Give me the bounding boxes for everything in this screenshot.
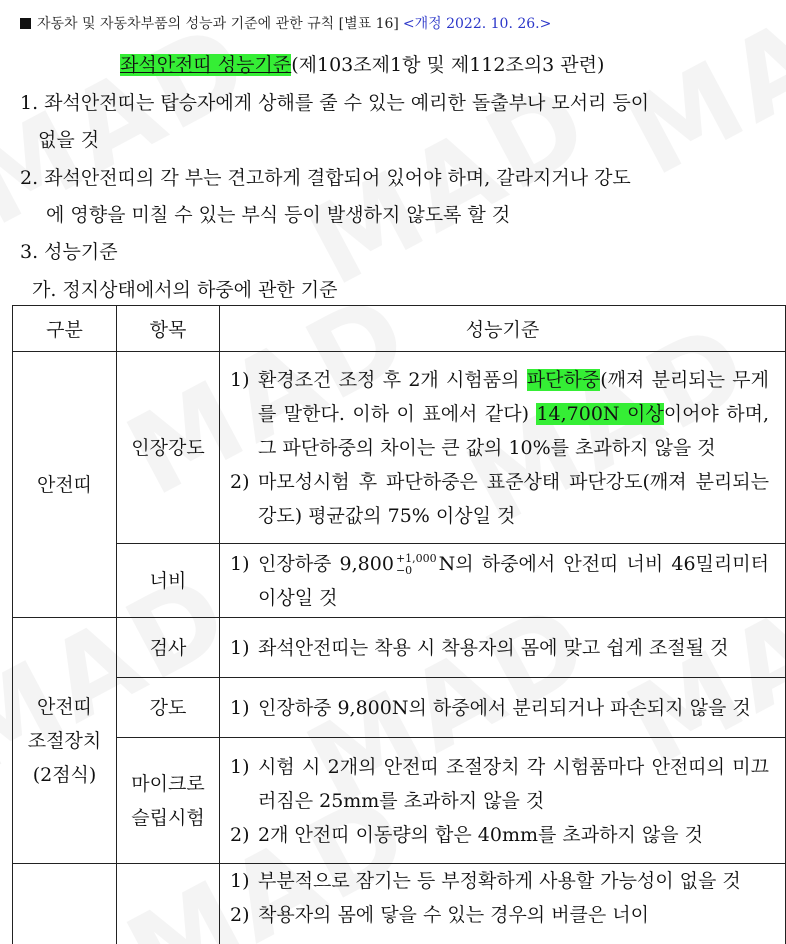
paragraph-1-line-2: 없을 것 <box>38 129 100 151</box>
header-criteria: 성능기준 <box>220 306 786 352</box>
paragraph-3: 3. 성능기준 <box>20 241 118 263</box>
list-item: 2) 마모성시험 후 파단하중은 표준상태 파단강도(깨져 분리되는 강도) 평균값의 75% 이상일 것 <box>230 470 769 527</box>
item-tensile-strength: 인장강도 <box>117 352 220 544</box>
criteria-inspection <box>220 618 786 678</box>
criteria-tensile <box>220 352 786 544</box>
list-item: 1) 인장하중 9,800N의 하중에서 분리되거나 파손되지 않을 것 <box>230 696 751 719</box>
item-width: 너비 <box>117 544 220 618</box>
criteria-microslip <box>220 738 786 864</box>
header-item: 항목 <box>117 306 220 352</box>
criteria-width <box>220 544 786 618</box>
paragraph-2-line-1: 2. 좌석안전띠의 각 부는 견고하게 결합되어 있어야 하며, 갈라지거나 강도 <box>20 167 631 189</box>
doc-title <box>120 50 604 77</box>
item-strength: 강도 <box>117 678 220 738</box>
category-adjuster: 안전띠 조절장치 (2점식) <box>13 618 117 864</box>
highlight-load-value: 14,700N 이상 <box>536 402 664 425</box>
doc-title-rest: (제103조제1항 및 제112조의3 관련) <box>291 54 605 76</box>
item-microslip: 마이크로 슬립시험 <box>117 738 220 864</box>
paragraph-2-line-2: 에 영향을 미칠 수 있는 부식 등이 발생하지 않도록 할 것 <box>46 204 511 226</box>
list-item: 1) 좌석안전띠는 착용 시 착용자의 몸에 맞고 쉽게 조절될 것 <box>230 636 729 659</box>
law-title: 자동차 및 자동차부품의 성능과 기준에 관한 규칙 [별표 16] <box>37 16 399 32</box>
paragraph-1-line-1: 1. 좌석안전띠는 탑승자에게 상해를 줄 수 있는 예리한 돌출부나 모서리 등이 <box>20 92 650 114</box>
amendment-link[interactable]: <개정 2022. 10. 26.> <box>402 16 552 32</box>
table-row <box>13 678 786 738</box>
item-empty <box>117 864 220 944</box>
performance-table <box>12 305 786 944</box>
list-item: 1) 환경조건 조정 후 2개 시험품의 파단하중(깨져 분리되는 무게를 말한다. 이하 이 표에서 같다) 14,700N 이상이어야 하며, 그 파단하중의 차이는 큰 값의 10%를 초과하지 않을 것 <box>230 368 769 459</box>
highlight-break-load: 파단하중 <box>526 368 601 391</box>
table-row <box>13 352 786 544</box>
table-row <box>13 618 786 678</box>
category-belt: 안전띠 <box>13 352 117 618</box>
list-item: 2) 2개 안전띠 이동량의 합은 40mm를 초과하지 않을 것 <box>230 823 703 846</box>
table-row <box>13 864 786 944</box>
paragraph-3a: 가. 정지상태에서의 하중에 관한 기준 <box>32 279 338 301</box>
table-row <box>13 738 786 864</box>
header-category: 구분 <box>13 306 117 352</box>
criteria-strength <box>220 678 786 738</box>
tolerance: +1,000 −0 <box>395 551 437 577</box>
black-square-icon <box>20 18 31 29</box>
list-item: 1) 인장하중 9,800 +1,000 −0 N의 하중에서 안전띠 너비 46밀리미터 이상일 것 <box>230 551 769 609</box>
table-header-row <box>13 306 786 352</box>
item-inspection: 검사 <box>117 618 220 678</box>
category-empty <box>13 864 117 944</box>
list-item: 1) 부분적으로 잠기는 등 부정확하게 사용할 가능성이 없을 것 <box>230 870 741 892</box>
law-header <box>20 13 551 33</box>
criteria-next <box>220 864 786 944</box>
list-item: 2) 착용자의 몸에 닿을 수 있는 경우의 버클은 너이 <box>230 904 650 926</box>
doc-title-highlight: 좌석안전띠 성능기준 <box>120 54 292 76</box>
list-item: 1) 시험 시 2개의 안전띠 조절장치 각 시험품마다 안전띠의 미끄러짐은 25mm를 초과하지 않을 것 <box>230 755 769 812</box>
table-row <box>13 544 786 618</box>
